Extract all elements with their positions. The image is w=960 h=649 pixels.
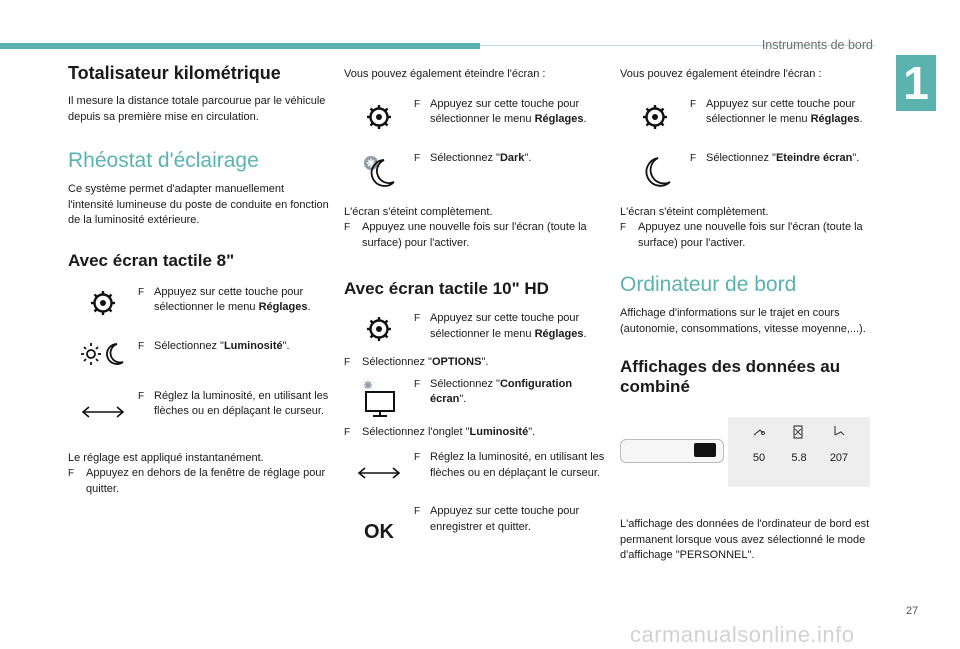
trip-computer-title: Ordinateur de bord (620, 273, 797, 296)
fuel-range-icon (752, 425, 766, 439)
step-arrow: F (138, 286, 145, 298)
cluster-data-panel (728, 417, 870, 487)
cluster-title: Affichages des données au combiné (620, 357, 841, 396)
rheostat-title: Rhéostat d'éclairage (68, 149, 259, 172)
slider-arrows-icon (344, 450, 414, 496)
cluster-value-2: 5.8 (791, 452, 807, 464)
display-config-icon (344, 377, 414, 421)
gear-icon (344, 311, 414, 347)
touch8-step-brightness: F Sélectionnez "Luminosité". (68, 339, 330, 369)
gear-icon (68, 285, 138, 321)
col3-bullet: F Appuyez une nouvelle fois sur l'écran (toute la surface) pour l'activer. (620, 221, 863, 249)
touch8-step-slider: F Réglez la luminosité, en utilisant les flèches ou en déplaçant le curseur. (68, 389, 330, 435)
column-2 (344, 62, 606, 544)
col2-bullet: F Appuyez une nouvelle fois sur l'écran (toute la surface) pour l'activer. (344, 221, 587, 249)
col3-step-settings: F Appuyez sur cette touche pour sélectionner le menu Réglages. (620, 97, 882, 137)
ok-button-label: OK (364, 521, 394, 543)
touch8-bullet: F Appuyez en dehors de la fenêtre de réglage pour quitter. (68, 467, 326, 495)
column-1 (68, 62, 330, 497)
cluster-text: L'affichage des données de l'ordinateur de bord est permanent lorsque vous avez sélectionné le mode d'affichage "PERSONNEL". (620, 518, 870, 561)
col2-step-settings: F Appuyez sur cette touche pour sélectionner le menu Réglages. (344, 97, 606, 137)
brightness-icon (68, 339, 138, 369)
touch8-title: Avec écran tactile 8" (68, 250, 235, 270)
rheostat-text: Ce système permet d'adapter manuellement l'intensité lumineuse du poste de conduite en fonction de la luminosité extérieure. (68, 183, 329, 226)
page-number: 27 (906, 605, 919, 617)
col2-off: L'écran s'éteint complètement. (344, 205, 493, 218)
col3-step-screen-off: F Sélectionnez "Eteindre écran". (620, 151, 882, 191)
column-3 (620, 62, 882, 564)
touch10-step-config: F Sélectionnez "Configuration écran". (344, 377, 606, 421)
chapter-label: Instruments de bord (761, 38, 873, 52)
cluster-value-3: 207 (829, 452, 849, 464)
touch10-step-save: OK F Appuyez sur cette touche pour enregistrer et quitter. (364, 505, 580, 543)
touch10-step-settings: F Appuyez sur cette touche pour sélectionner le menu Réglages. (344, 311, 606, 347)
touch10-tab: F Sélectionnez l'onglet "Luminosité". (344, 425, 536, 438)
touch8-after: Le réglage est appliqué instantanément. (68, 451, 264, 464)
header-accent-bar (0, 43, 480, 49)
cluster-value-1: 50 (752, 452, 766, 464)
slider-arrows-icon (68, 389, 138, 435)
odometer-title: Totalisateur kilométrique (68, 63, 281, 83)
fuel-consumption-icon (792, 425, 806, 439)
cluster-illustration (620, 417, 870, 487)
moon-icon (620, 151, 690, 191)
col2-intro: Vous pouvez également éteindre l'écran : (344, 68, 546, 80)
col3-intro: Vous pouvez également éteindre l'écran : (620, 68, 822, 80)
odometer-text: Il mesure la distance totale parcourue par le véhicule depuis sa première mise en circulation. (68, 95, 326, 123)
gear-icon (620, 97, 690, 137)
chapter-number: 1 (896, 55, 936, 111)
touch8-step-settings: F Appuyez sur cette touche pour sélectionner le menu Réglages. (68, 285, 330, 321)
col2-step-dark: F Sélectionnez "Dark". (344, 151, 606, 191)
touch10-options: F Sélectionnez "OPTIONS". (344, 356, 489, 368)
cluster-screen-icon (694, 443, 716, 457)
touch10-step-slider: F Réglez la luminosité, en utilisant les flèches ou en déplaçant le curseur. (344, 450, 606, 496)
trip-computer-text: Affichage d'informations sur le trajet en cours (autonomie, consommations, vitesse moyenne,...). (620, 307, 866, 335)
touch10-title: Avec écran tactile 10" HD (344, 279, 549, 298)
watermark: carmanualsonline.info (630, 622, 855, 647)
gear-icon (344, 97, 414, 137)
col3-off: L'écran s'éteint complètement. (620, 205, 769, 218)
moon-icon (344, 151, 414, 191)
distance-range-icon (832, 425, 846, 439)
